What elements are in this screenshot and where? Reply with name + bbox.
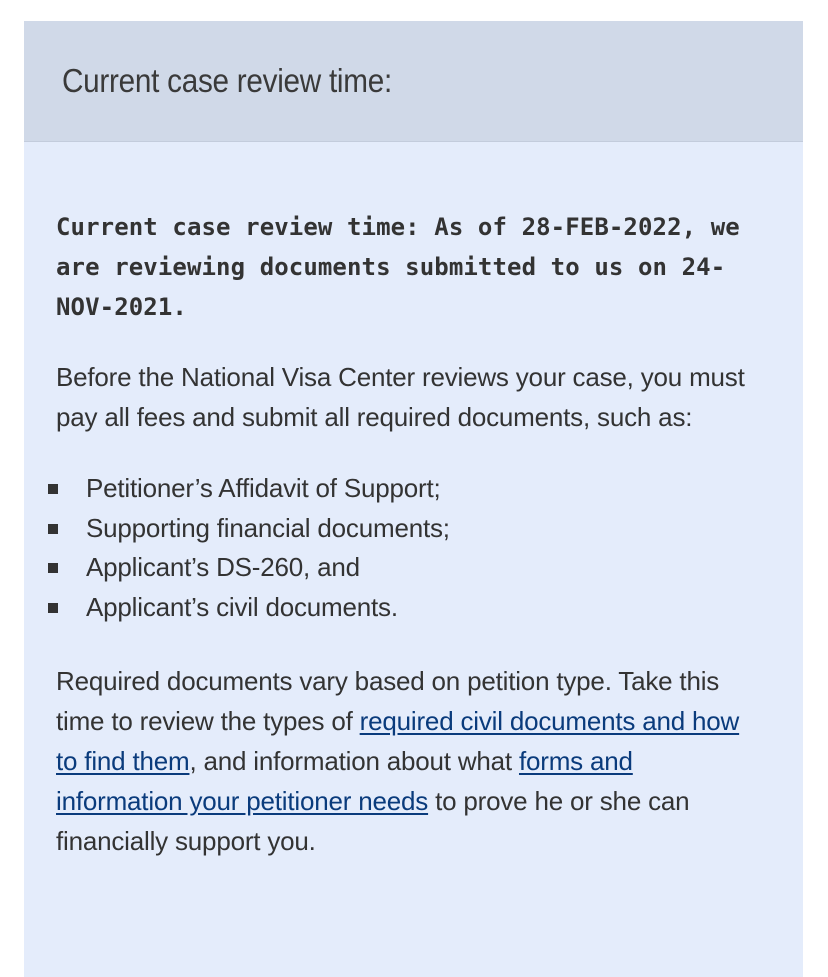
closing-paragraph [56,661,765,861]
square-bullet-icon [48,524,58,534]
required-documents-list [56,469,765,627]
closing-text-part: to prove he or she can financially support you. [56,786,690,856]
list-item [56,469,765,509]
list-item-text: Applicant’s DS-260, and [86,552,360,582]
list-item-text: Petitioner’s Affidavit of Support; [86,473,441,503]
civil-documents-link[interactable]: required civil documents and how to find them [56,706,740,776]
petitioner-forms-link[interactable]: forms and information your petitioner needs [56,746,633,816]
panel-title: Current case review time: [62,62,392,99]
panel-body [24,142,803,861]
list-item [56,509,765,549]
case-review-panel [24,21,803,977]
list-item-text: Supporting financial documents; [86,512,450,543]
list-item [56,548,765,588]
square-bullet-icon [48,484,58,494]
review-time-statement: Current case review time: As of 28-FEB-2022, we are reviewing documents submitted to us on 24-NOV-2021. [56,213,740,321]
square-bullet-icon [48,603,58,613]
closing-text-part: Required documents vary based on petition type. Take this time to review the types of [56,666,720,736]
list-item [56,588,765,628]
panel-header [24,21,803,142]
list-item-text: Applicant’s civil documents. [86,591,398,622]
intro-paragraph: Before the National Visa Center reviews your case, you must pay all fees and submit all required documents, such as: [56,362,745,432]
square-bullet-icon [48,563,58,573]
closing-text-part: , and information about what [189,746,519,776]
